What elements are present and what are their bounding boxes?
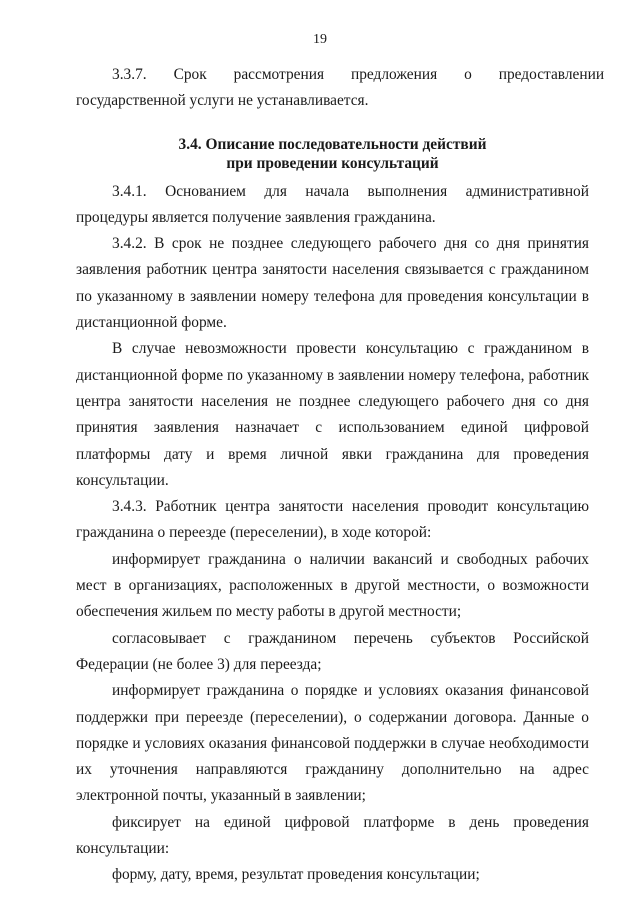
paragraph-3-4-3: 3.4.3. Работник центра занятости населения проводит консультацию гражданина о переезде (переселении), в ходе которой: <box>76 498 589 542</box>
paragraph-3-3-7: 3.3.7. Срок рассмотрения предложения о предоставлении государственной услуги не устанавливается. <box>76 66 605 110</box>
paragraph-3-4-2-case: В случае невозможности провести консультацию с гражданином в дистанционной форме по указанному в заявлении номеру телефона, работник центра занятости населения не позднее следующего рабочего дня со дня принятия заявления назначает с использованием единой цифровой платформы дату и время личной явки гражданина для проведения консультации. <box>76 340 589 489</box>
section-heading-line-2: при проведении консультаций <box>226 154 439 172</box>
document-body <box>76 62 605 889</box>
section-heading-3-4 <box>76 135 589 173</box>
paragraph-3-4-3-informs-support: информирует гражданина о порядке и условиях оказания финансовой поддержки при переезде (переселении), о содержании договора. Данные о порядке и условиях оказания финансовой поддержки в случае необходимости их уточнения направляются гражданину дополнительно на адрес электронной почты, указанный в заявлении; <box>76 682 589 805</box>
paragraph-3-4-3-records: фиксирует на единой цифровой платформе в день проведения консультации: <box>76 813 589 858</box>
section-heading-line-1: 3.4. Описание последовательности действий <box>178 135 487 153</box>
paragraph-3-4-3-form-date: форму, дату, время, результат проведения консультации; <box>112 866 480 884</box>
paragraph-3-4-2: 3.4.2. В срок не позднее следующего рабочего дня со дня принятия заявления работник центра занятости населения связывается с гражданином по указанному в заявлении номеру телефона для проведения консультации в дистанционной форме. <box>76 235 589 332</box>
page-number: 19 <box>313 32 327 47</box>
paragraph-3-4-3-informs-vacancies: информирует гражданина о наличии вакансий и свободных рабочих мест в организациях, расположенных в другой местности, о возможности обеспечения жильем по месту работы в другой местности; <box>76 550 589 621</box>
paragraph-3-4-3-agrees-regions: согласовывает с гражданином перечень субъектов Российской Федерации (не более 3) для переезда; <box>76 629 589 673</box>
paragraph-3-4-1: 3.4.1. Основанием для начала выполнения административной процедуры является получение заявления гражданина. <box>76 182 589 226</box>
